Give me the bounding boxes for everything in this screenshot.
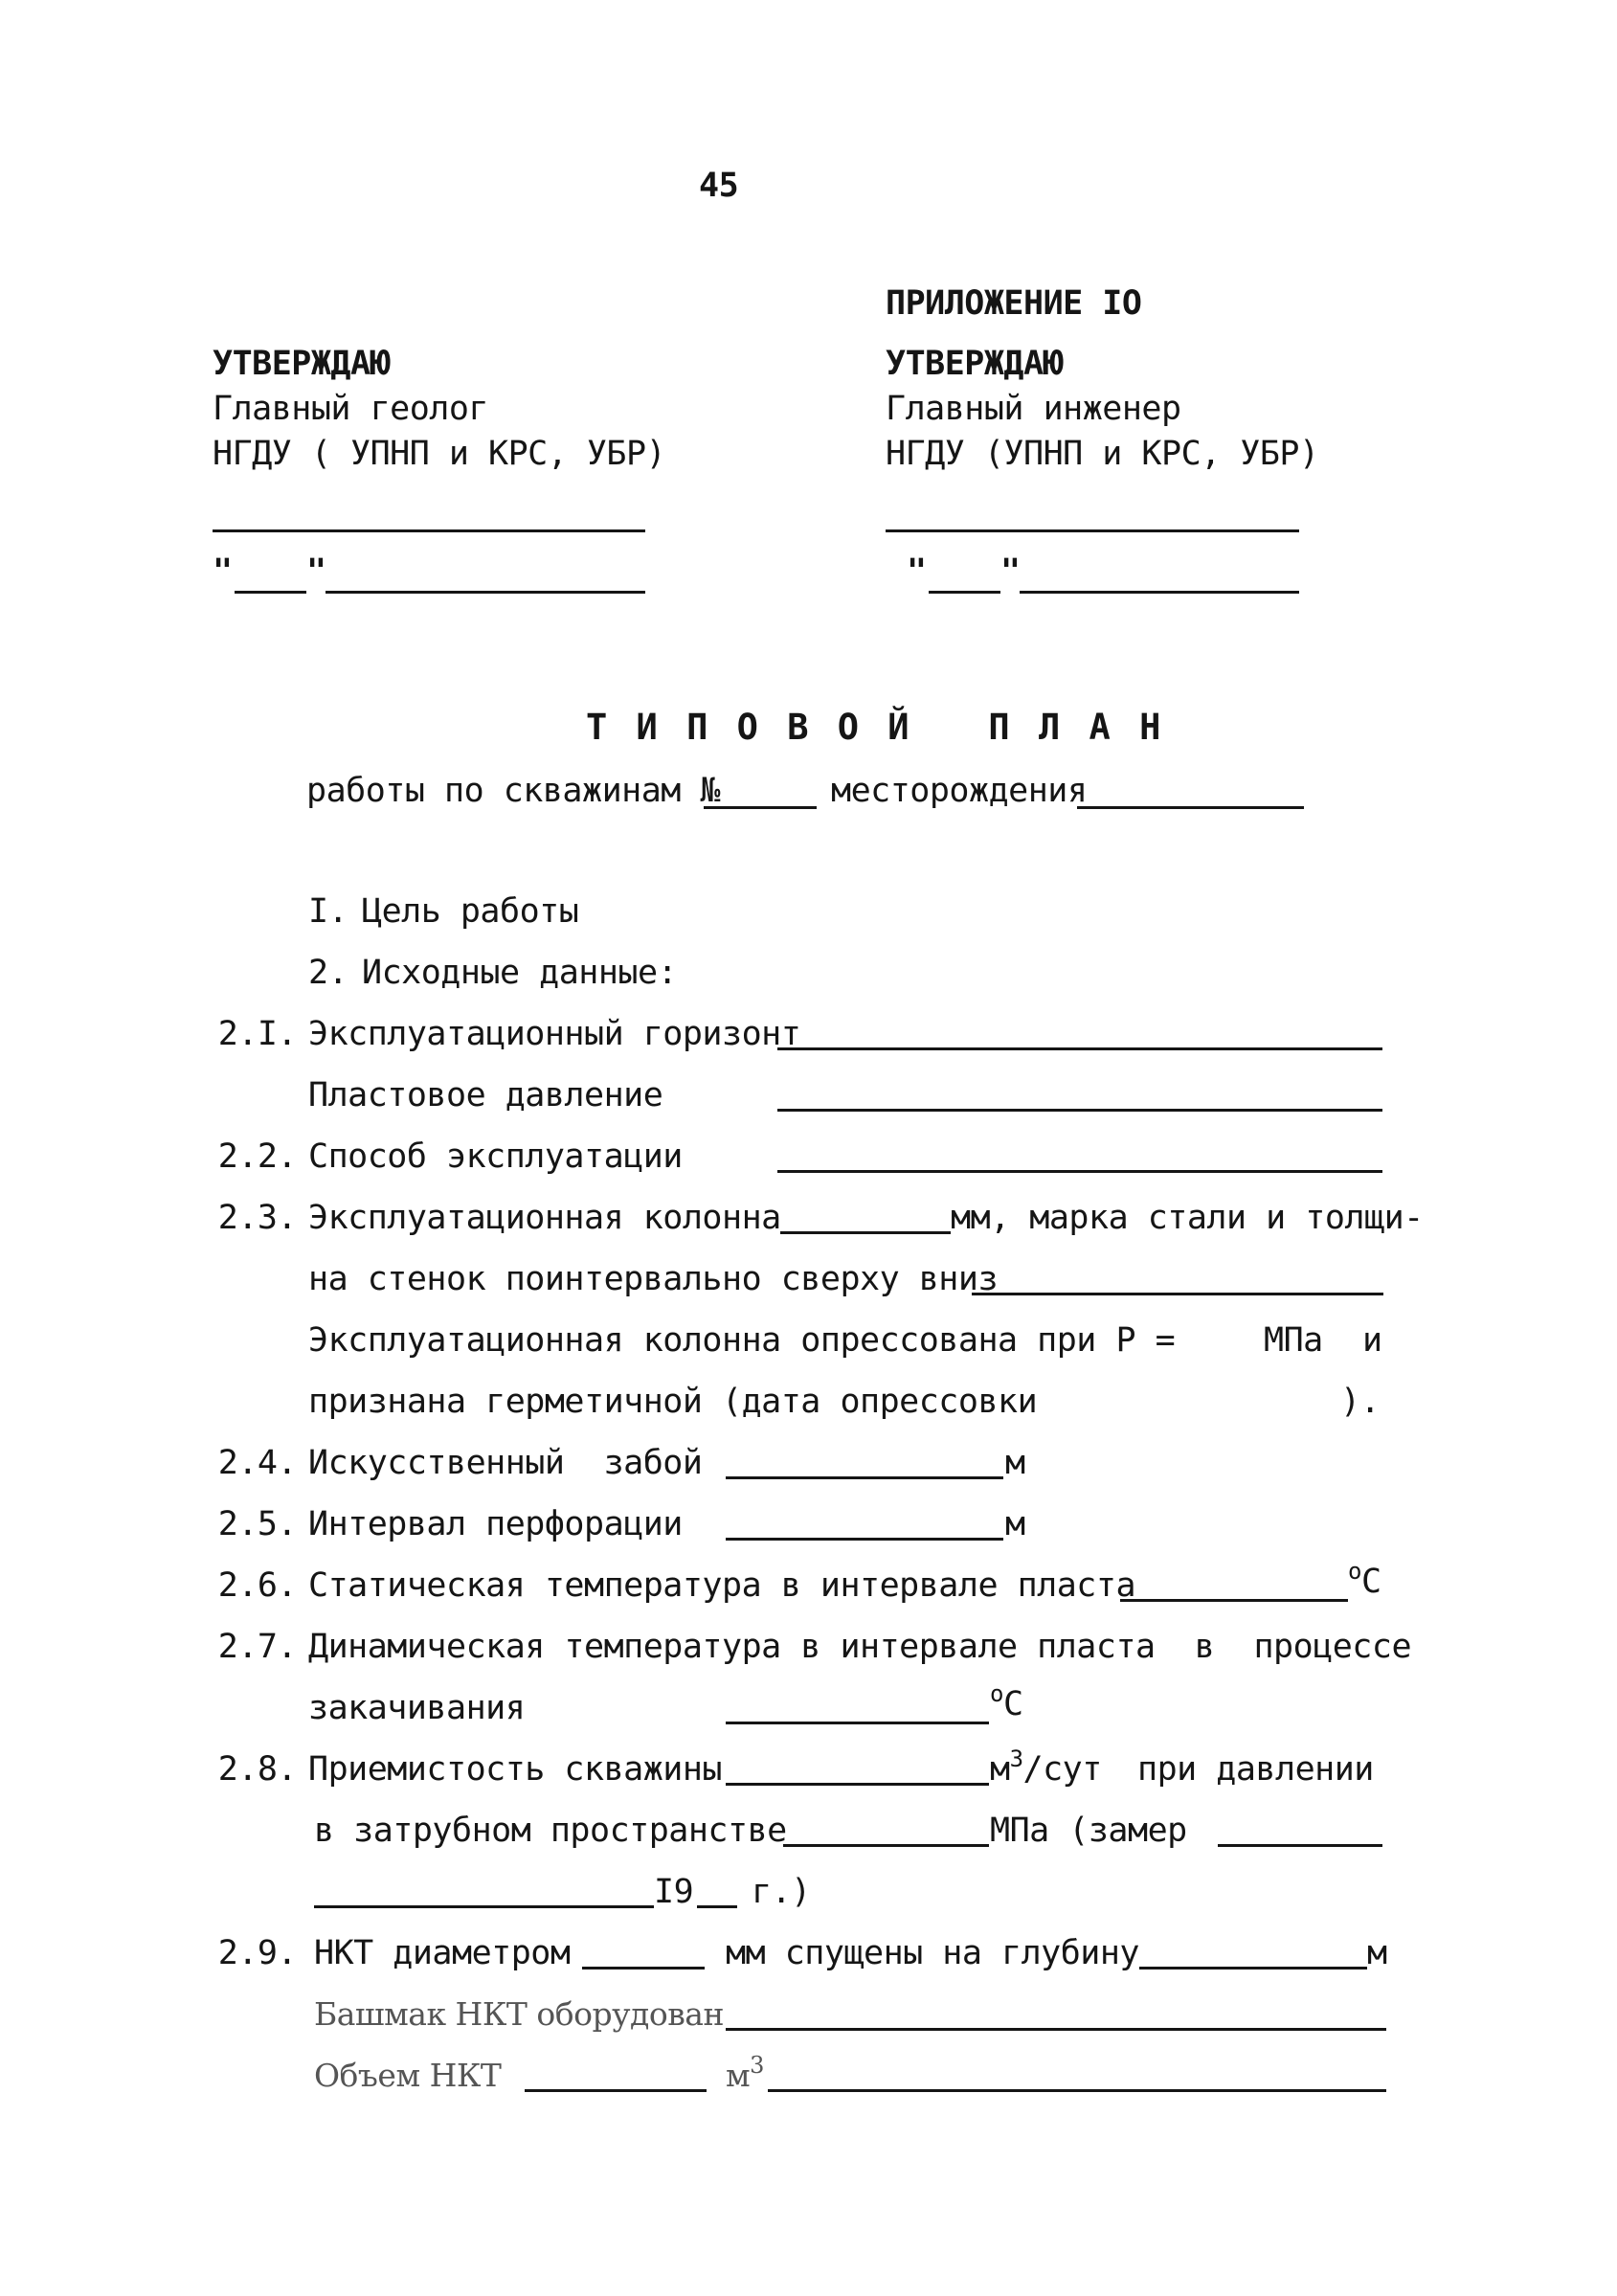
approver-position: Главный инженер bbox=[886, 390, 1181, 428]
reservoir-pressure-line[interactable] bbox=[777, 1109, 1382, 1112]
unit-m: м bbox=[1367, 1934, 1387, 1972]
section-2-3-line4a: признана герметичной (дата опрессовки bbox=[308, 1383, 1038, 1421]
section-2-9-line2: Башмак НКТ оборудован bbox=[314, 1995, 724, 2033]
quote-close: " bbox=[1000, 552, 1021, 591]
quote-open: " bbox=[907, 552, 927, 591]
static-temperature-line[interactable] bbox=[1120, 1599, 1348, 1602]
section-2-num: 2. bbox=[308, 954, 348, 992]
horizon-line[interactable] bbox=[777, 1047, 1382, 1050]
approver-position: Главный геолог bbox=[213, 390, 489, 428]
section-2-5-num: 2.5. bbox=[217, 1505, 297, 1543]
signature-line[interactable] bbox=[213, 529, 645, 532]
page-number: 45 bbox=[699, 167, 739, 205]
section-2-3-text-a: Эксплуатационная колонна bbox=[308, 1199, 781, 1237]
appendix-label: ПРИЛОЖЕНИЕ IO bbox=[886, 284, 1142, 323]
section-2-9-num: 2.9. bbox=[217, 1934, 297, 1972]
unit-m: м bbox=[1005, 1505, 1025, 1543]
section-1-text: Цель работы bbox=[362, 892, 579, 931]
section-2-8-line2a: в затрубном пространстве bbox=[314, 1812, 787, 1850]
signature-line[interactable] bbox=[886, 529, 1299, 532]
section-2-3-line3a: Эксплуатационная колонна опрессована при Р = bbox=[308, 1321, 1176, 1360]
section-2-3-line4b: ). bbox=[1340, 1383, 1381, 1421]
section-2-3-line2: на стенок поинтервально сверху вниз bbox=[308, 1260, 999, 1298]
tubing-shoe-line[interactable] bbox=[726, 2028, 1386, 2031]
annulus-pressure-line[interactable] bbox=[783, 1844, 989, 1847]
well-number-line[interactable] bbox=[704, 806, 817, 809]
date-month-line[interactable] bbox=[326, 591, 645, 594]
section-2-2-text: Способ эксплуатации bbox=[308, 1137, 683, 1176]
subtitle-part1: работы по скважинам № bbox=[306, 772, 721, 810]
casing-diameter-line[interactable] bbox=[780, 1231, 951, 1234]
document-title: Т И П О В О Й П Л А Н bbox=[586, 707, 1165, 748]
field-name-line[interactable] bbox=[1077, 806, 1304, 809]
section-2-1-num: 2.I. bbox=[217, 1015, 297, 1053]
section-2-4-num: 2.4. bbox=[217, 1444, 297, 1482]
date-month-line[interactable] bbox=[1020, 591, 1299, 594]
section-2-1-line2: Пластовое давление bbox=[308, 1076, 663, 1114]
section-2-8-line3b: г.) bbox=[752, 1873, 811, 1911]
year-line[interactable] bbox=[697, 1905, 737, 1908]
section-2-3-line3b: МПа bbox=[1264, 1321, 1323, 1360]
section-2-6-num: 2.6. bbox=[217, 1566, 297, 1605]
approve-label: УТВЕРЖДАЮ bbox=[886, 345, 1064, 383]
quote-close: " bbox=[306, 552, 326, 591]
operation-method-line[interactable] bbox=[777, 1170, 1382, 1173]
section-2-2-num: 2.2. bbox=[217, 1137, 297, 1176]
wall-thickness-line[interactable] bbox=[972, 1293, 1383, 1295]
section-2-3-num: 2.3. bbox=[217, 1199, 297, 1237]
section-2-8-text: Приемистость скважины bbox=[308, 1750, 723, 1789]
section-2-7-line2: закачивания bbox=[308, 1689, 526, 1727]
section-2-3-line3c: и bbox=[1362, 1321, 1382, 1360]
section-1-num: I. bbox=[308, 892, 348, 931]
dynamic-temperature-line[interactable] bbox=[726, 1722, 989, 1724]
measurement-date-line[interactable] bbox=[1218, 1844, 1382, 1847]
section-2-5-text: Интервал перфорации bbox=[308, 1505, 683, 1543]
section-2-7-num: 2.7. bbox=[217, 1628, 297, 1666]
measurement-date-cont-line[interactable] bbox=[314, 1905, 654, 1908]
section-2-9-text-a: НКТ диаметром bbox=[314, 1934, 571, 1972]
unit-m3: $м^3$ bbox=[726, 2052, 764, 2094]
subtitle-part2: месторождения bbox=[831, 772, 1088, 810]
section-2-9-line3: Объем НКТ bbox=[314, 2057, 502, 2094]
tubing-diameter-line[interactable] bbox=[582, 1967, 705, 1970]
approver-org: НГДУ (УПНП и КРС, УБР) bbox=[886, 435, 1319, 473]
approve-label: УТВЕРЖДАЮ bbox=[213, 345, 391, 383]
section-2-3-text-b: мм, марка стали и толщи- bbox=[951, 1199, 1424, 1237]
injectivity-line[interactable] bbox=[726, 1783, 989, 1786]
section-2-1-text: Эксплуатационный горизонт bbox=[308, 1015, 801, 1053]
section-2-8-line2b: МПа (замер bbox=[990, 1812, 1187, 1850]
tubing-volume-extra-line[interactable] bbox=[768, 2089, 1386, 2092]
artificial-bottom-line[interactable] bbox=[726, 1476, 1003, 1479]
tubing-volume-line[interactable] bbox=[525, 2089, 707, 2092]
unit-celsius: $^o$C bbox=[990, 1680, 1023, 1723]
approver-org: НГДУ ( УПНП и КРС, УБР) bbox=[213, 435, 666, 473]
perforation-interval-line[interactable] bbox=[726, 1538, 1003, 1541]
tubing-depth-line[interactable] bbox=[1139, 1967, 1367, 1970]
unit-m: м bbox=[1005, 1444, 1025, 1482]
date-day-line[interactable] bbox=[929, 591, 1000, 594]
section-2-text: Исходные данные: bbox=[362, 954, 678, 992]
section-2-8-num: 2.8. bbox=[217, 1750, 297, 1789]
section-2-8-text-b: при давлении bbox=[1137, 1750, 1374, 1789]
unit-celsius: $^o$C bbox=[1348, 1558, 1381, 1601]
quote-open: " bbox=[213, 552, 233, 591]
section-2-8-line3: I9 bbox=[654, 1873, 694, 1911]
date-day-line[interactable] bbox=[235, 591, 306, 594]
section-2-4-text: Искусственный забой bbox=[308, 1444, 703, 1482]
unit-m3-per-day: $м^3$/сут bbox=[990, 1745, 1102, 1789]
section-2-7-text: Динамическая температура в интервале пласта в процессе bbox=[308, 1628, 1412, 1666]
section-2-6-text: Статическая температура в интервале пласта bbox=[308, 1566, 1136, 1605]
section-2-9-text-b: мм спущены на глубину bbox=[726, 1934, 1140, 1972]
